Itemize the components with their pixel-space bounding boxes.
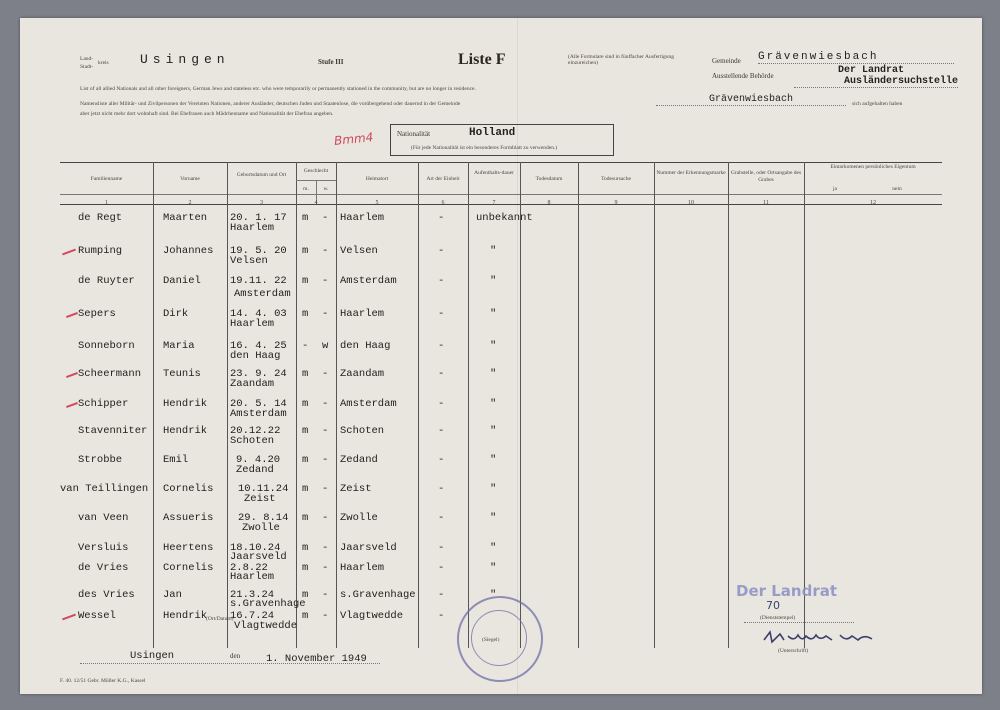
col-divider-4 <box>336 162 337 648</box>
cell-sex-w: w <box>322 340 329 352</box>
col-divider-7 <box>520 162 521 648</box>
german-instruction-2: aber jetzt nicht mehr dort wohnhaft sind. Bei Ehefrauen auch Mädchenname und Nationalität der Ehefrau angeben. <box>80 111 334 117</box>
col-num-5: 5 <box>375 200 379 206</box>
official-seal <box>457 596 543 682</box>
cell-surname: Versluis <box>78 542 129 554</box>
cell-stay: " <box>490 542 497 554</box>
cell-sex-w: - <box>322 212 329 224</box>
col-divider-3 <box>296 162 297 648</box>
col-divider-10 <box>728 162 729 648</box>
cell-sex-m: m <box>302 425 309 437</box>
form-note: (Alle Formulare sind in fünffacher Ausfertigung einzureichen) <box>568 54 675 66</box>
cell-sex-w: - <box>322 454 329 466</box>
cell-birthdate: 20. 5. 14 <box>230 398 287 410</box>
cell-birthplace: Schoten <box>230 435 275 447</box>
cell-sex-w: - <box>322 368 329 380</box>
cell-birthplace: Velsen <box>230 255 268 267</box>
cell-surname: van Veen <box>78 512 129 524</box>
cell-surname: Schipper <box>78 398 129 410</box>
cell-birthplace: Zwolle <box>242 522 280 534</box>
cell-firstname: Heertens <box>163 542 214 554</box>
cell-hometown: Zeist <box>340 483 372 495</box>
cell-firstname: Hendrik <box>163 398 208 410</box>
col-header-surname: Familienname <box>90 176 123 182</box>
col4-subheader-line <box>296 180 336 181</box>
behoerde-value-1: Der Landrat <box>838 65 905 76</box>
cell-hometown: Amsterdam <box>340 398 397 410</box>
cell-birthplace: Haarlem <box>230 571 275 583</box>
cell-stay: unbekannt <box>476 212 533 224</box>
table-header-divider <box>60 194 942 195</box>
stufe-label: Stufe III <box>318 58 344 66</box>
land-label: Land- <box>80 56 94 62</box>
behoerde-value-2: Ausländersuchstelle <box>794 76 958 88</box>
col-num-10: 10 <box>688 200 694 206</box>
cell-surname: Scheermann <box>78 368 142 380</box>
col-divider-6 <box>468 162 469 648</box>
red-tick-mark <box>66 402 78 408</box>
red-tick-mark <box>66 372 78 378</box>
col-divider-5 <box>418 162 419 648</box>
nationality-label: Nationalität <box>397 130 431 138</box>
cell-birthdate: 21.3.24 <box>230 589 275 601</box>
cell-surname: Strobbe <box>78 454 123 466</box>
col-num-1: 1 <box>105 200 108 206</box>
cell-unit: - <box>438 340 445 352</box>
col-divider-1 <box>153 162 154 648</box>
cell-hometown: s.Gravenhage <box>340 589 416 601</box>
cell-unit: - <box>438 610 445 622</box>
cell-birthdate: 19.11. 22 <box>230 275 287 287</box>
cell-sex-w: - <box>322 589 329 601</box>
kreis-label: kreis <box>98 60 109 66</box>
cell-hometown: Vlagtwedde <box>340 610 404 622</box>
cell-unit: - <box>438 212 445 224</box>
cell-unit: - <box>438 483 445 495</box>
cell-firstname: Maria <box>163 340 195 352</box>
cell-stay: " <box>490 398 497 410</box>
cell-firstname: Emil <box>163 454 189 466</box>
table-top-border <box>60 162 942 163</box>
cell-firstname: Assueris <box>163 512 214 524</box>
cell-stay: " <box>490 340 497 352</box>
cell-hometown: Haarlem <box>340 308 385 320</box>
stamp-line <box>744 622 854 623</box>
col-num-11: 11 <box>763 200 769 206</box>
german-instruction-1b: sich aufgehalten haben <box>852 101 903 107</box>
dienststempel-label: (Dienststempel) <box>760 615 796 621</box>
stamp-number: 70 <box>766 599 780 612</box>
col-num-12: 12 <box>870 200 876 206</box>
cell-birthdate: 23. 9. 24 <box>230 368 287 380</box>
cell-birthdate: 10.11.24 <box>238 483 289 495</box>
cell-birthdate: 18.10.24 <box>230 542 281 554</box>
unterschrift-label: (Unterschrift) <box>778 648 809 654</box>
footer-date: 1. November 1949 <box>266 653 367 665</box>
cell-sex-m: m <box>302 245 309 257</box>
cell-firstname: Cornelis <box>163 562 214 574</box>
cell-birthplace: Zaandam <box>230 378 275 390</box>
col-num-8: 8 <box>547 200 551 206</box>
cell-birthplace: Zedand <box>236 464 274 476</box>
cell-birthplace: Zeist <box>244 493 276 505</box>
col-num-2: 2 <box>188 200 192 206</box>
cell-birthplace: Haarlem <box>230 318 275 330</box>
cell-unit: - <box>438 454 445 466</box>
cell-hometown: den Haag <box>340 340 391 352</box>
cell-hometown: Velsen <box>340 245 378 257</box>
col-header-property: Eintarkomenen persönliches Eigentum <box>830 164 916 170</box>
cell-birthdate: 14. 4. 03 <box>230 308 287 320</box>
cell-birthdate: 9. 4.20 <box>236 454 281 466</box>
col-num-6: 6 <box>441 200 445 206</box>
col-header-birth: Geburtsdatum und Ort <box>236 172 287 178</box>
cell-hometown: Amsterdam <box>340 275 397 287</box>
siegel-label: (Siegel) <box>482 637 500 643</box>
english-instruction: List of all allied Nationals and all other foreigners, German Jews and stateless etc. who were temporarily or permanently stationed in the community, but are no longer in residence. <box>80 86 476 92</box>
cell-sex-m: m <box>302 454 309 466</box>
cell-sex-w: - <box>322 275 329 287</box>
cell-surname: de Regt <box>78 212 123 224</box>
page-title: Liste F <box>458 51 506 68</box>
signature <box>760 626 890 648</box>
col-header-stay: Aufenthalts-dauer <box>474 170 514 176</box>
cell-stay: " <box>490 589 497 601</box>
cell-birthplace: Amsterdam <box>230 408 287 420</box>
cell-sex-w: - <box>322 512 329 524</box>
cell-sex-w: - <box>322 542 329 554</box>
behoerde-label: Ausstellende Behörde <box>712 72 774 80</box>
cell-sex-w: - <box>322 483 329 495</box>
cell-hometown: Zaandam <box>340 368 385 380</box>
cell-sex-w: - <box>322 562 329 574</box>
cell-surname: Sonneborn <box>78 340 135 352</box>
col-header-property-ja: ja <box>833 186 837 192</box>
cell-hometown: Schoten <box>340 425 385 437</box>
cell-unit: - <box>438 368 445 380</box>
col-header-tag: Nummer der Erkennungsmarke <box>656 170 726 176</box>
col-header-death-date: Todesdatum <box>535 176 563 182</box>
col-num-7: 7 <box>492 200 496 206</box>
gemeinde-value: Grävenwiesbach <box>758 51 954 64</box>
cell-birthplace: Jaarsveld <box>230 551 287 563</box>
footer-date-line <box>80 663 380 664</box>
col-num-3: 3 <box>260 200 263 206</box>
cell-birthplace: Vlagtwedde <box>234 620 298 632</box>
col-header-sex: Geschlecht <box>303 168 329 174</box>
col-num-9: 9 <box>614 200 618 206</box>
cell-birthdate: 20. 1. 17 <box>230 212 287 224</box>
cell-sex-m: m <box>302 562 309 574</box>
cell-birthplace: Haarlem <box>230 222 275 234</box>
col-header-property-nein: nein <box>892 186 902 192</box>
cell-unit: - <box>438 562 445 574</box>
cell-sex-m: m <box>302 398 309 410</box>
cell-hometown: Haarlem <box>340 562 385 574</box>
cell-surname: Wessel <box>78 610 116 622</box>
col-header-death-cause: Todesursache <box>601 176 631 182</box>
cell-firstname: Dirk <box>163 308 189 320</box>
cell-surname: Sepers <box>78 308 116 320</box>
cell-firstname: Johannes <box>163 245 214 257</box>
cell-sex-m: m <box>302 308 309 320</box>
cell-unit: - <box>438 512 445 524</box>
col-header-hometown: Heimatort <box>365 176 389 182</box>
stadt-label: Stadt- <box>80 64 94 70</box>
ort-datum-label: (Ort/Datum) <box>206 616 234 622</box>
cell-surname: de Vries <box>78 562 129 574</box>
cell-surname: de Ruyter <box>78 275 135 287</box>
cell-unit: - <box>438 398 445 410</box>
cell-firstname: Daniel <box>163 275 201 287</box>
cell-unit: - <box>438 589 445 601</box>
nationality-box <box>390 124 614 156</box>
footer-place: Usingen <box>130 650 175 662</box>
col-header-sex-w: w. <box>323 186 329 192</box>
col-divider-8 <box>578 162 579 648</box>
cell-sex-w: - <box>322 398 329 410</box>
cell-birthdate: 20.12.22 <box>230 425 281 437</box>
cell-surname: Rumping <box>78 245 123 257</box>
cell-hometown: Haarlem <box>340 212 385 224</box>
cell-stay: " <box>490 454 497 466</box>
cell-firstname: Cornelis <box>163 483 214 495</box>
cell-hometown: Zwolle <box>340 512 378 524</box>
landrat-stamp: Der Landrat <box>736 582 838 600</box>
cell-firstname: Hendrik <box>163 610 208 622</box>
cell-sex-w: - <box>322 610 329 622</box>
cell-birthdate: 29. 8.14 <box>238 512 289 524</box>
printer-imprint: F. 40. 12/51 Gebr. Müller K.G., Kassel <box>60 678 146 684</box>
cell-birthplace: Amsterdam <box>234 288 291 300</box>
cell-sex-w: - <box>322 425 329 437</box>
kreis-value: Usingen <box>140 52 230 67</box>
cell-sex-m: - <box>302 340 309 352</box>
col-num-4: 4 <box>314 200 318 206</box>
cell-birthdate: 16.7.24 <box>230 610 275 622</box>
red-tick-mark <box>62 614 76 621</box>
cell-birthplace: den Haag <box>230 350 281 362</box>
red-tick-mark <box>66 312 78 318</box>
form-sheet <box>20 18 982 694</box>
cell-stay: " <box>490 425 497 437</box>
cell-birthdate: 2.8.22 <box>230 562 268 574</box>
col-header-unit: Art der Einheit <box>426 176 460 182</box>
cell-stay: " <box>490 245 497 257</box>
cell-unit: - <box>438 308 445 320</box>
cell-unit: - <box>438 425 445 437</box>
cell-birthdate: 16. 4. 25 <box>230 340 287 352</box>
cell-surname: van Teillingen <box>60 483 149 495</box>
cell-firstname: Maarten <box>163 212 208 224</box>
col-divider-11 <box>804 162 805 648</box>
cell-sex-m: m <box>302 589 309 601</box>
nationality-note: (Für jede Nationalität ist ein besonderes Formblatt zu verwenden.) <box>411 145 558 151</box>
cell-sex-m: m <box>302 368 309 380</box>
cell-hometown: Jaarsveld <box>340 542 397 554</box>
cell-stay: " <box>490 512 497 524</box>
cell-sex-w: - <box>322 245 329 257</box>
cell-unit: - <box>438 245 445 257</box>
cell-sex-m: m <box>302 610 309 622</box>
cell-sex-m: m <box>302 542 309 554</box>
cell-stay: " <box>490 368 497 380</box>
cell-surname: des Vries <box>78 589 135 601</box>
cell-unit: - <box>438 275 445 287</box>
col-header-sex-m: m. <box>303 186 309 192</box>
paper-fold <box>517 18 518 694</box>
col-header-grave: Grabstelle, oder Ortsangabe des Grabes <box>730 170 802 183</box>
cell-hometown: Zedand <box>340 454 378 466</box>
cell-sex-m: m <box>302 212 309 224</box>
cell-sex-w: - <box>322 308 329 320</box>
nationality-value: Holland <box>469 127 516 139</box>
cell-firstname: Hendrik <box>163 425 208 437</box>
cell-birthplace: s.Gravenhage <box>230 598 306 610</box>
cell-firstname: Teunis <box>163 368 201 380</box>
cell-stay: " <box>490 483 497 495</box>
gemeinde-label: Gemeinde <box>712 57 741 65</box>
cell-stay: " <box>490 275 497 287</box>
footer-den-label: den <box>230 652 241 660</box>
cell-stay: " <box>490 308 497 320</box>
cell-firstname: Jan <box>163 589 182 601</box>
red-tick-mark <box>62 249 76 256</box>
cell-sex-m: m <box>302 483 309 495</box>
cell-sex-m: m <box>302 275 309 287</box>
cell-surname: Stavenniter <box>78 425 148 437</box>
col-divider-9 <box>654 162 655 648</box>
cell-birthdate: 19. 5. 20 <box>230 245 287 257</box>
cell-unit: - <box>438 542 445 554</box>
german-instruction-place: Grävenwiesbach <box>656 94 846 106</box>
cell-stay: " <box>490 562 497 574</box>
cell-sex-m: m <box>302 512 309 524</box>
col-header-firstname: Vorname <box>180 176 200 182</box>
red-pencil-mark: Bmm4 <box>333 129 374 149</box>
german-instruction-1: Namensliste aller Militär- und Zivilpersonen der Vereinten Nationen, anderer Ausländer, deutschen Juden und Staatenlose, die vorübergehend oder dauernd in der Gemeinde <box>80 101 461 107</box>
col-divider-2 <box>227 162 228 648</box>
